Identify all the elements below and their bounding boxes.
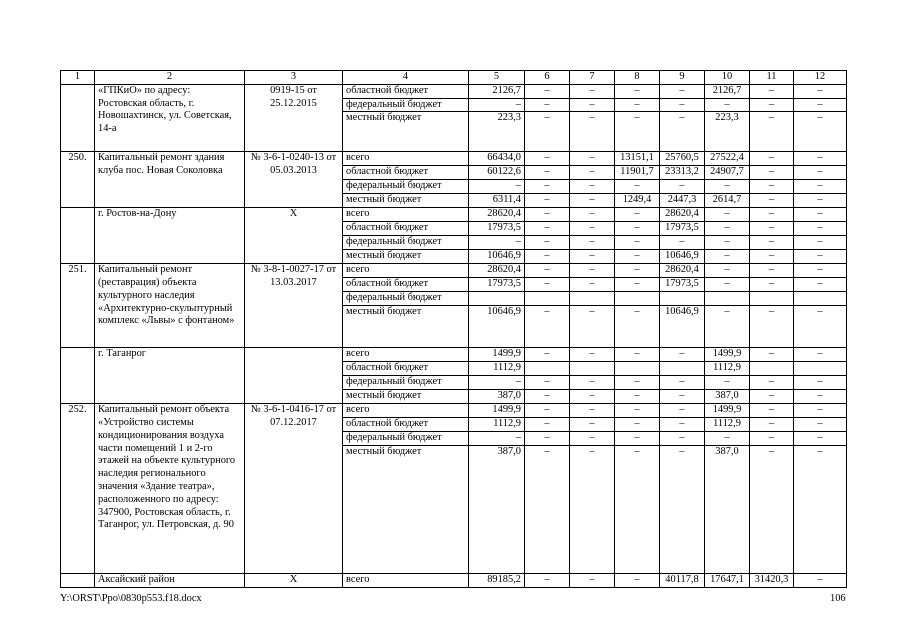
- amount-cell: –: [615, 390, 660, 404]
- amount-cell: –: [660, 98, 705, 112]
- document-ref: Х: [245, 573, 343, 587]
- funding-source: всего: [343, 573, 469, 587]
- col-header: 5: [469, 71, 525, 85]
- amount-cell: –: [750, 306, 794, 348]
- amount-cell: –: [615, 573, 660, 587]
- amount-cell: –: [525, 166, 570, 180]
- amount-cell: –: [750, 194, 794, 208]
- amount-cell: –: [794, 348, 847, 362]
- amount-cell: –: [570, 84, 615, 98]
- file-path: Y:\ORST\Ppo\0830p553.f18.docx: [60, 593, 202, 604]
- amount-cell: –: [660, 418, 705, 432]
- amount-cell: –: [750, 180, 794, 194]
- amount-cell: –: [750, 208, 794, 222]
- funding-source: всего: [343, 404, 469, 418]
- amount-cell: –: [660, 112, 705, 152]
- amount-cell: –: [615, 98, 660, 112]
- col-header: 8: [615, 71, 660, 85]
- col-header: 6: [525, 71, 570, 85]
- amount-cell: –: [705, 278, 750, 292]
- amount-cell: 23313,2: [660, 166, 705, 180]
- col-header: 11: [750, 71, 794, 85]
- amount-cell: 25760,5: [660, 152, 705, 166]
- amount-cell: –: [705, 236, 750, 250]
- amount-cell: 17973,5: [469, 222, 525, 236]
- amount-cell: –: [794, 98, 847, 112]
- amount-cell: 66434,0: [469, 152, 525, 166]
- amount-cell: –: [615, 222, 660, 236]
- amount-cell: 387,0: [469, 390, 525, 404]
- table-row: [61, 208, 847, 222]
- amount-cell: 10646,9: [660, 250, 705, 264]
- amount-cell: –: [570, 152, 615, 166]
- amount-cell: –: [570, 208, 615, 222]
- amount-cell: [660, 292, 705, 306]
- amount-cell: –: [705, 376, 750, 390]
- amount-cell: [660, 362, 705, 376]
- amount-cell: –: [750, 250, 794, 264]
- amount-cell: –: [615, 208, 660, 222]
- amount-cell: 28620,4: [469, 264, 525, 278]
- amount-cell: 1499,9: [469, 404, 525, 418]
- amount-cell: –: [705, 222, 750, 236]
- object-name: Аксайский район: [95, 573, 245, 587]
- amount-cell: –: [615, 278, 660, 292]
- object-name: Капитальный ремонт объекта «Устройство системы кондиционирования воздуха части помещений 1 и 2-го этажей на объекте культурного наследия регионального значения «Здание театра», расположенного по адресу: 347900, Ростовская область, г. Таганрог, ул. Петровская, д. 90: [95, 404, 245, 574]
- amount-cell: 10646,9: [469, 250, 525, 264]
- amount-cell: –: [469, 376, 525, 390]
- amount-cell: –: [469, 236, 525, 250]
- object-name: г. Ростов-на-Дону: [95, 208, 245, 264]
- amount-cell: –: [794, 112, 847, 152]
- amount-cell: –: [660, 445, 705, 573]
- amount-cell: –: [750, 431, 794, 445]
- funding-source: всего: [343, 348, 469, 362]
- amount-cell: –: [750, 376, 794, 390]
- amount-cell: 28620,4: [469, 208, 525, 222]
- funding-source: федеральный бюджет: [343, 431, 469, 445]
- amount-cell: –: [750, 84, 794, 98]
- funding-source: областной бюджет: [343, 166, 469, 180]
- amount-cell: 1499,9: [705, 348, 750, 362]
- funding-source: областной бюджет: [343, 84, 469, 98]
- amount-cell: [615, 362, 660, 376]
- amount-cell: –: [525, 236, 570, 250]
- amount-cell: –: [525, 84, 570, 98]
- amount-cell: 6311,4: [469, 194, 525, 208]
- document-ref: № 3-6-1-0240-13 от 05.03.2013: [245, 152, 343, 208]
- amount-cell: –: [615, 431, 660, 445]
- amount-cell: –: [615, 306, 660, 348]
- amount-cell: –: [750, 152, 794, 166]
- col-header: 10: [705, 71, 750, 85]
- amount-cell: –: [525, 376, 570, 390]
- amount-cell: –: [525, 390, 570, 404]
- funding-source: федеральный бюджет: [343, 292, 469, 306]
- amount-cell: –: [525, 278, 570, 292]
- amount-cell: 1249,4: [615, 194, 660, 208]
- document-ref: № 3-6-1-0416-17 от 07.12.2017: [245, 404, 343, 574]
- amount-cell: –: [525, 404, 570, 418]
- amount-cell: –: [525, 306, 570, 348]
- amount-cell: –: [570, 404, 615, 418]
- amount-cell: 10646,9: [469, 306, 525, 348]
- amount-cell: –: [705, 431, 750, 445]
- funding-source: федеральный бюджет: [343, 236, 469, 250]
- amount-cell: –: [570, 222, 615, 236]
- document-ref: [245, 348, 343, 404]
- amount-cell: –: [794, 418, 847, 432]
- budget-table: [60, 70, 847, 588]
- amount-cell: 1112,9: [469, 418, 525, 432]
- amount-cell: –: [750, 98, 794, 112]
- amount-cell: –: [615, 348, 660, 362]
- amount-cell: –: [525, 208, 570, 222]
- amount-cell: –: [794, 278, 847, 292]
- amount-cell: –: [525, 98, 570, 112]
- funding-source: федеральный бюджет: [343, 180, 469, 194]
- row-number: 252.: [61, 404, 95, 574]
- amount-cell: –: [570, 278, 615, 292]
- amount-cell: 89185,2: [469, 573, 525, 587]
- funding-source: местный бюджет: [343, 250, 469, 264]
- amount-cell: [705, 292, 750, 306]
- amount-cell: –: [570, 180, 615, 194]
- amount-cell: 387,0: [705, 445, 750, 573]
- amount-cell: –: [750, 112, 794, 152]
- amount-cell: –: [705, 250, 750, 264]
- funding-source: местный бюджет: [343, 445, 469, 573]
- document-ref: Х: [245, 208, 343, 264]
- row-number: 251.: [61, 264, 95, 348]
- amount-cell: 60122,6: [469, 166, 525, 180]
- amount-cell: –: [794, 306, 847, 348]
- document-ref: № 3-8-1-0027-17 от 13.03.2017: [245, 264, 343, 348]
- amount-cell: 1112,9: [705, 362, 750, 376]
- amount-cell: 17973,5: [469, 278, 525, 292]
- amount-cell: –: [660, 180, 705, 194]
- amount-cell: –: [615, 84, 660, 98]
- amount-cell: –: [794, 84, 847, 98]
- funding-source: всего: [343, 264, 469, 278]
- amount-cell: –: [570, 445, 615, 573]
- amount-cell: –: [660, 84, 705, 98]
- row-number: [61, 573, 95, 587]
- amount-cell: –: [525, 152, 570, 166]
- amount-cell: –: [794, 222, 847, 236]
- amount-cell: –: [570, 112, 615, 152]
- col-header: 4: [343, 71, 469, 85]
- funding-source: областной бюджет: [343, 418, 469, 432]
- amount-cell: –: [570, 236, 615, 250]
- funding-source: местный бюджет: [343, 390, 469, 404]
- col-header: 3: [245, 71, 343, 85]
- amount-cell: –: [705, 98, 750, 112]
- amount-cell: –: [525, 194, 570, 208]
- amount-cell: –: [570, 250, 615, 264]
- amount-cell: –: [570, 194, 615, 208]
- row-number: [61, 348, 95, 404]
- amount-cell: –: [750, 222, 794, 236]
- amount-cell: 40117,8: [660, 573, 705, 587]
- funding-source: областной бюджет: [343, 362, 469, 376]
- table-row: [61, 404, 847, 418]
- amount-cell: –: [615, 236, 660, 250]
- amount-cell: –: [750, 278, 794, 292]
- amount-cell: 2614,7: [705, 194, 750, 208]
- amount-cell: 1112,9: [705, 418, 750, 432]
- amount-cell: –: [615, 418, 660, 432]
- amount-cell: –: [660, 348, 705, 362]
- amount-cell: 2126,7: [469, 84, 525, 98]
- amount-cell: –: [660, 431, 705, 445]
- table-row: [61, 152, 847, 166]
- amount-cell: –: [750, 236, 794, 250]
- amount-cell: –: [705, 264, 750, 278]
- amount-cell: –: [794, 390, 847, 404]
- col-header: 7: [570, 71, 615, 85]
- amount-cell: –: [570, 98, 615, 112]
- amount-cell: –: [794, 208, 847, 222]
- table-row: [61, 84, 847, 98]
- funding-source: всего: [343, 152, 469, 166]
- amount-cell: –: [525, 445, 570, 573]
- amount-cell: –: [794, 250, 847, 264]
- amount-cell: –: [525, 431, 570, 445]
- amount-cell: [750, 362, 794, 376]
- amount-cell: 27522,4: [705, 152, 750, 166]
- amount-cell: 387,0: [469, 445, 525, 573]
- amount-cell: [794, 362, 847, 376]
- amount-cell: [794, 292, 847, 306]
- funding-source: местный бюджет: [343, 306, 469, 348]
- amount-cell: [525, 362, 570, 376]
- row-number: [61, 208, 95, 264]
- amount-cell: –: [794, 376, 847, 390]
- amount-cell: –: [570, 376, 615, 390]
- amount-cell: –: [570, 418, 615, 432]
- amount-cell: –: [660, 376, 705, 390]
- amount-cell: –: [705, 180, 750, 194]
- amount-cell: –: [570, 264, 615, 278]
- amount-cell: 13151,1: [615, 152, 660, 166]
- amount-cell: –: [615, 180, 660, 194]
- amount-cell: –: [525, 222, 570, 236]
- amount-cell: –: [570, 573, 615, 587]
- table-row: [61, 573, 847, 587]
- amount-cell: [570, 362, 615, 376]
- amount-cell: –: [750, 166, 794, 180]
- amount-cell: –: [705, 306, 750, 348]
- amount-cell: –: [750, 348, 794, 362]
- funding-source: местный бюджет: [343, 112, 469, 152]
- amount-cell: –: [615, 250, 660, 264]
- amount-cell: –: [469, 180, 525, 194]
- amount-cell: –: [615, 445, 660, 573]
- table-row: [61, 264, 847, 278]
- funding-source: областной бюджет: [343, 278, 469, 292]
- amount-cell: –: [794, 152, 847, 166]
- amount-cell: 17973,5: [660, 278, 705, 292]
- amount-cell: –: [794, 180, 847, 194]
- amount-cell: –: [750, 404, 794, 418]
- amount-cell: –: [525, 112, 570, 152]
- row-number: 250.: [61, 152, 95, 208]
- amount-cell: 1112,9: [469, 362, 525, 376]
- col-header: 1: [61, 71, 95, 85]
- amount-cell: –: [469, 431, 525, 445]
- amount-cell: –: [750, 418, 794, 432]
- amount-cell: 1499,9: [705, 404, 750, 418]
- col-header: 12: [794, 71, 847, 85]
- amount-cell: –: [615, 264, 660, 278]
- amount-cell: –: [615, 404, 660, 418]
- amount-cell: –: [469, 98, 525, 112]
- amount-cell: 1499,9: [469, 348, 525, 362]
- amount-cell: –: [570, 306, 615, 348]
- amount-cell: 31420,3: [750, 573, 794, 587]
- amount-cell: 2447,3: [660, 194, 705, 208]
- col-header: 2: [95, 71, 245, 85]
- amount-cell: –: [750, 390, 794, 404]
- amount-cell: [525, 292, 570, 306]
- funding-source: федеральный бюджет: [343, 98, 469, 112]
- amount-cell: –: [570, 166, 615, 180]
- amount-cell: –: [570, 390, 615, 404]
- amount-cell: 28620,4: [660, 208, 705, 222]
- funding-source: местный бюджет: [343, 194, 469, 208]
- amount-cell: 24907,7: [705, 166, 750, 180]
- amount-cell: –: [660, 236, 705, 250]
- amount-cell: –: [615, 376, 660, 390]
- amount-cell: [615, 292, 660, 306]
- col-header: 9: [660, 71, 705, 85]
- funding-source: областной бюджет: [343, 222, 469, 236]
- table-row: [61, 348, 847, 362]
- amount-cell: –: [794, 236, 847, 250]
- amount-cell: 10646,9: [660, 306, 705, 348]
- amount-cell: –: [525, 348, 570, 362]
- amount-cell: –: [570, 348, 615, 362]
- amount-cell: –: [525, 573, 570, 587]
- amount-cell: –: [750, 445, 794, 573]
- amount-cell: 11901,7: [615, 166, 660, 180]
- page-number: 106: [830, 593, 846, 604]
- amount-cell: [750, 292, 794, 306]
- amount-cell: 223,3: [469, 112, 525, 152]
- amount-cell: –: [525, 264, 570, 278]
- amount-cell: –: [794, 404, 847, 418]
- amount-cell: –: [615, 112, 660, 152]
- amount-cell: –: [570, 431, 615, 445]
- amount-cell: –: [794, 194, 847, 208]
- amount-cell: –: [705, 208, 750, 222]
- amount-cell: 387,0: [705, 390, 750, 404]
- amount-cell: [469, 292, 525, 306]
- object-name: «ГПКиО» по адресу: Ростовская область, г. Новошахтинск, ул. Советская, 14-а: [95, 84, 245, 152]
- amount-cell: 17647,1: [705, 573, 750, 587]
- amount-cell: –: [525, 250, 570, 264]
- amount-cell: [570, 292, 615, 306]
- object-name: Капитальный ремонт здания клуба пос. Новая Соколовка: [95, 152, 245, 208]
- amount-cell: 28620,4: [660, 264, 705, 278]
- amount-cell: –: [660, 390, 705, 404]
- document-ref: 0919-15 от 25.12.2015: [245, 84, 343, 152]
- amount-cell: –: [750, 264, 794, 278]
- amount-cell: –: [794, 445, 847, 573]
- amount-cell: –: [525, 180, 570, 194]
- amount-cell: –: [794, 573, 847, 587]
- amount-cell: 2126,7: [705, 84, 750, 98]
- amount-cell: –: [794, 264, 847, 278]
- amount-cell: –: [660, 404, 705, 418]
- amount-cell: –: [794, 166, 847, 180]
- amount-cell: 17973,5: [660, 222, 705, 236]
- object-name: Капитальный ремонт (реставрация) объекта культурного наследия «Архитектурно-скульптурный комплекс «Львы» с фонтаном»: [95, 264, 245, 348]
- row-number: [61, 84, 95, 152]
- amount-cell: 223,3: [705, 112, 750, 152]
- header-row: [61, 71, 847, 85]
- object-name: г. Таганрог: [95, 348, 245, 404]
- funding-source: всего: [343, 208, 469, 222]
- funding-source: федеральный бюджет: [343, 376, 469, 390]
- amount-cell: –: [794, 431, 847, 445]
- amount-cell: –: [525, 418, 570, 432]
